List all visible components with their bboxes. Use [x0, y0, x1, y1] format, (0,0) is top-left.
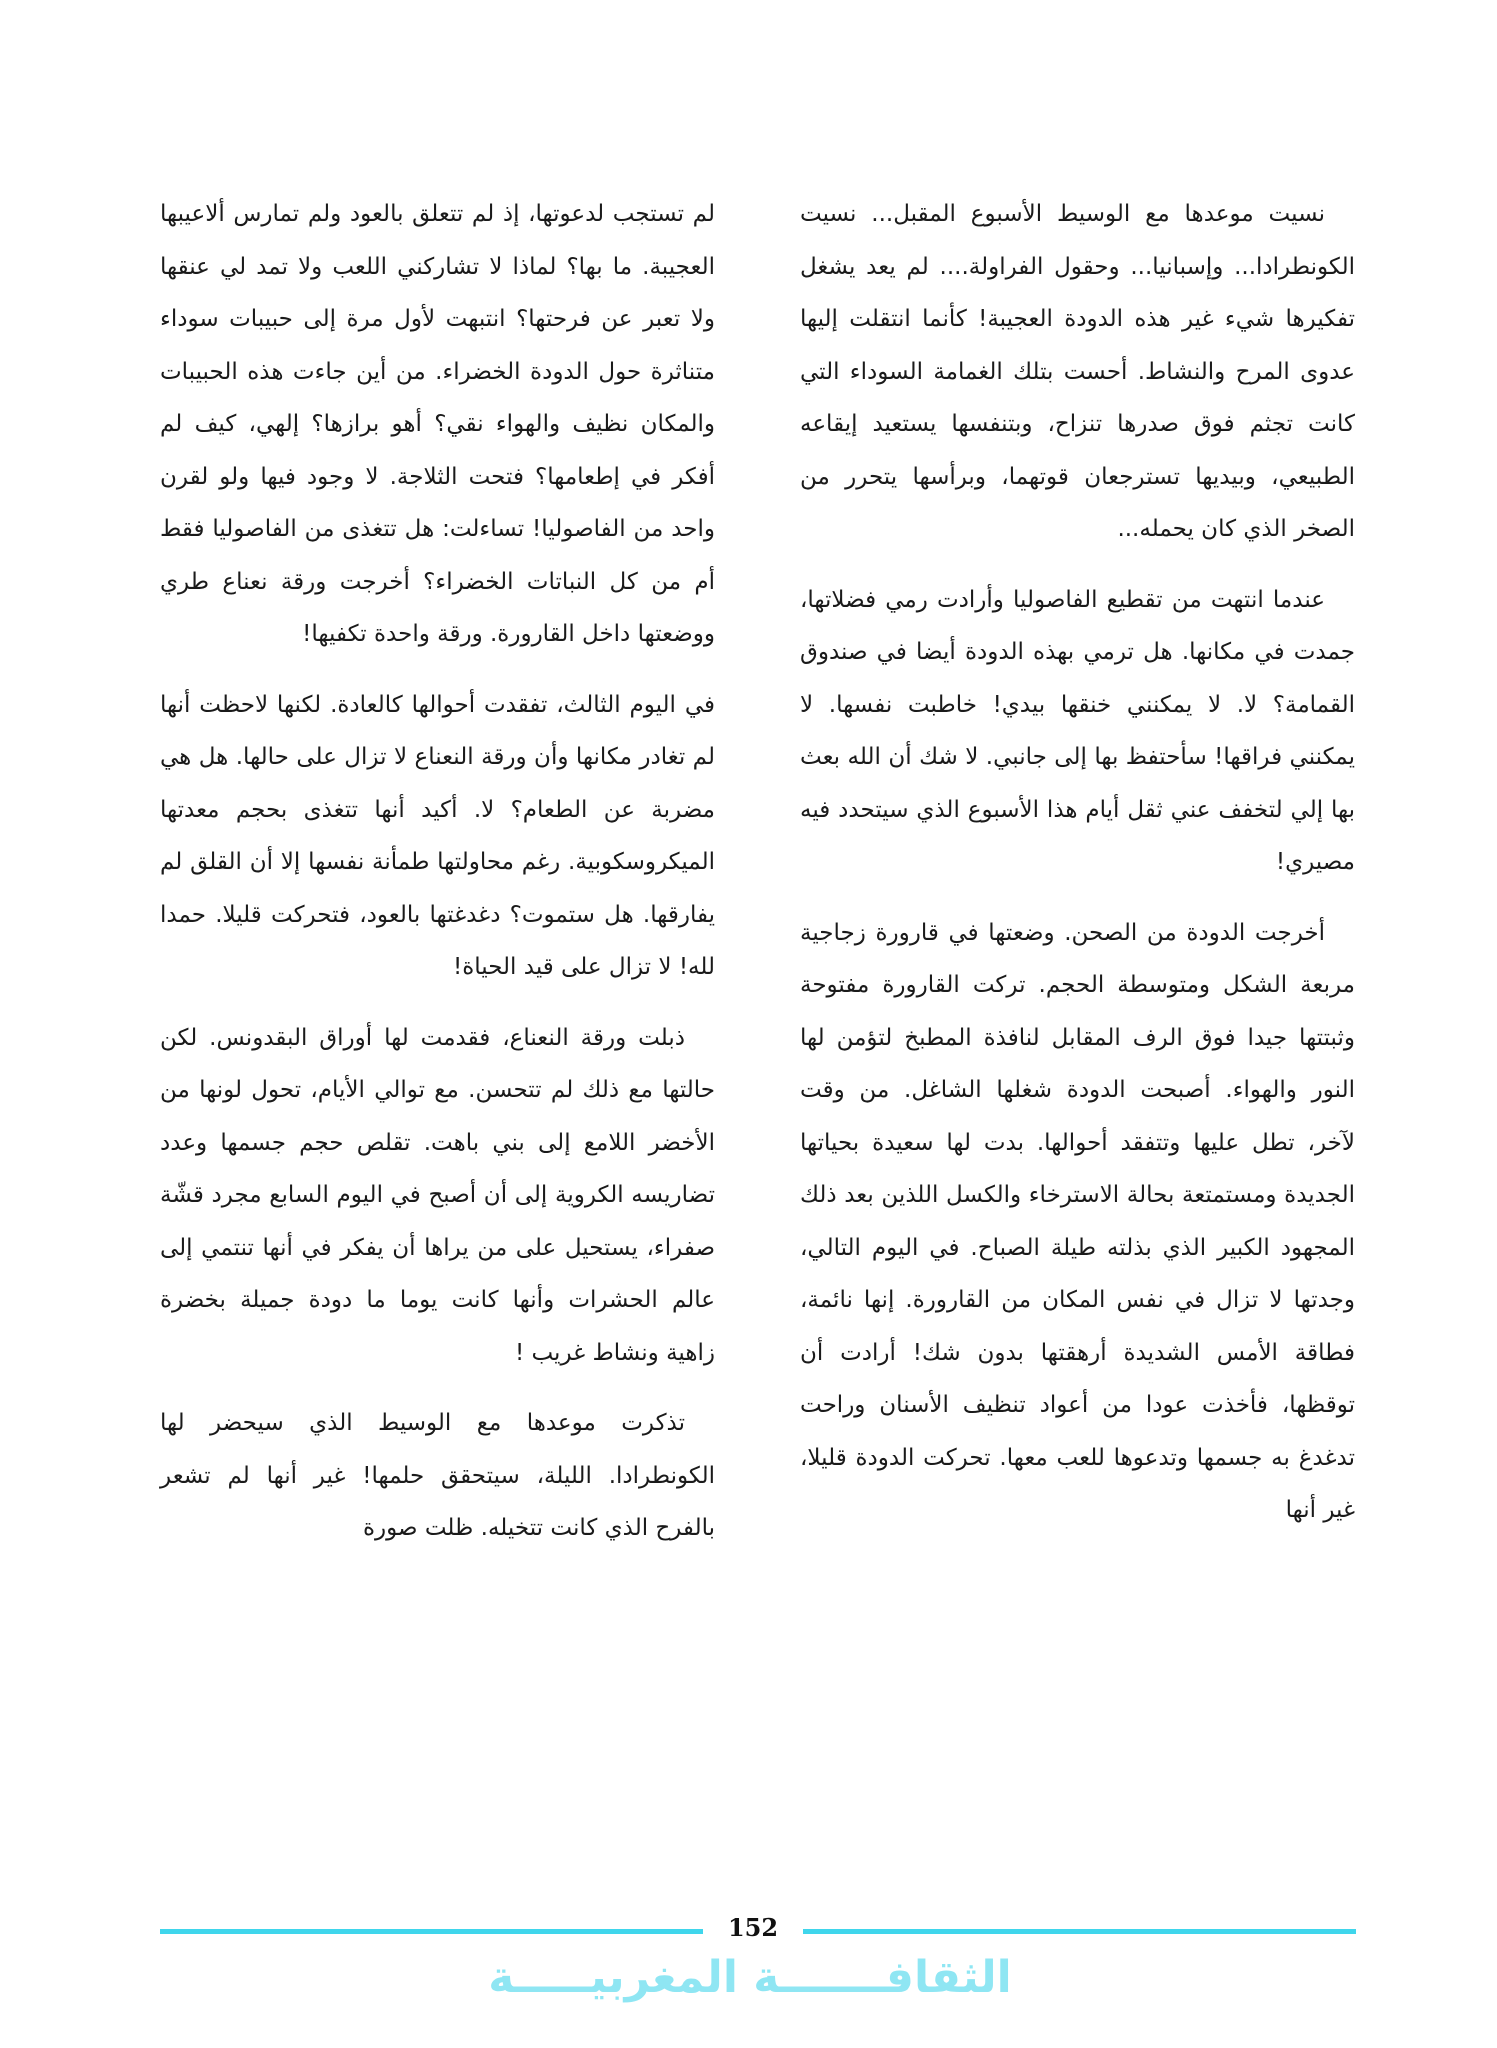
- page-number: 152: [727, 1913, 779, 1942]
- magazine-title: الثقافـــــــة المغربيـــــة: [488, 1952, 1012, 2003]
- paragraph: ذبلت ورقة النعناع، فقدمت لها أوراق البقدونس. لكن حالتها مع ذلك لم تتحسن. مع توالي الأيام، تحول لونها من الأخضر اللامع إلى بني باهت. تقلص حجم جسمها وعدد تضاريسه الكروية إلى أن أصبح في اليوم السابع مجرد قشّة صفراء، يستحيل على من يراها أن يفكر في أنها تنتمي إلى عالم الحشرات وأنها كانت يوما ما دودة جميلة بخضرة زاهية ونشاط غريب !: [160, 1024, 715, 1366]
- paragraph: تذكرت موعدها مع الوسيط الذي سيحضر لها الكونطرادا. الليلة، سيتحقق حلمها! غير أنها لم تشعر بالفرح الذي كانت تتخيله. ظلت صورة: [160, 1410, 715, 1541]
- paragraph: في اليوم الثالث، تفقدت أحوالها كالعادة. لكنها لاحظت أنها لم تغادر مكانها وأن ورقة النعناع لا تزال على حالها. هل هي مضربة عن الطعام؟ لا. أكيد أنها تتغذى بحجم معدتها الميكروسكوبية. رغم محاولتها طمأنة نفسها إلا أن القلق لم يفارقها. هل ستموت؟ دغدغتها بالعود، فتحركت قليلا. حمدا لله! لا تزال على قيد الحياة!: [160, 691, 715, 980]
- text-column-right: [800, 188, 1355, 1555]
- footer-rule-left: [160, 1929, 703, 1934]
- paragraph: لم تستجب لدعوتها، إذ لم تتعلق بالعود ولم تمارس ألاعيبها العجيبة. ما بها؟ لماذا لا تشاركني اللعب ولا تمد لي عنقها ولا تعبر عن فرحتها؟ انتبهت لأول مرة إلى حبيبات سوداء متناثرة حول الدودة الخضراء. من أين جاءت هذه الحبيبات والمكان نظيف والهواء نقي؟ أهو برازها؟ إلهي، كيف لم أفكر في إطعامها؟ فتحت الثلاجة. لا وجود فيها ولو لقرن واحد من الفاصوليا! تساءلت: هل تتغذى من الفاصوليا فقط أم من كل النباتات الخضراء؟ أخرجت ورقة نعناع طري ووضعتها داخل القارورة. ورقة واحدة تكفيها!: [160, 201, 715, 647]
- paragraph: أخرجت الدودة من الصحن. وضعتها في قارورة زجاجية مربعة الشكل ومتوسطة الحجم. تركت القارورة مفتوحة وثبتتها جيدا فوق الرف المقابل لنافذة المطبخ لتؤمن لها النور والهواء. أصبحت الدودة شغلها الشاغل. من وقت لآخر، تطل عليها وتتفقد أحوالها. بدت لها سعيدة بحياتها الجديدة ومستمتعة بحالة الاسترخاء والكسل اللذين بعد ذلك المجهود الكبير الذي بذلته طيلة الصباح. في اليوم التالي، وجدتها لا تزال في نفس المكان من القارورة. إنها نائمة، فطاقة الأمس الشديدة أرهقتها بدون شك! أرادت أن توقظها، فأخذت عودا من أعواد تنظيف الأسنان وراحت تدغدغ به جسمها وتدعوها للعب معها. تحركت الدودة قليلا، غير أنها: [800, 919, 1355, 1523]
- paragraph: عندما انتهت من تقطيع الفاصوليا وأرادت رمي فضلاتها، جمدت في مكانها. هل ترمي بهذه الدودة أيضا في صندوق القمامة؟ لا. لا يمكنني خنقها بيدي! خاطبت نفسها. لا يمكنني فراقها! سأحتفظ بها إلى جانبي. لا شك أن الله بعث بها إلي لتخفف عني ثقل أيام هذا الأسبوع الذي سيتحدد فيه مصيري!: [800, 586, 1355, 875]
- text-column-left: [160, 188, 715, 1573]
- footer-rule-right: [803, 1929, 1356, 1934]
- paragraph: نسيت موعدها مع الوسيط الأسبوع المقبل... نسيت الكونطرادا... وإسبانيا... وحقول الفراولة.... لم يعد يشغل تفكيرها شيء غير هذه الدودة العجيبة! كأنما انتقلت إليها عدوى المرح والنشاط. أحست بتلك الغمامة السوداء التي كانت تجثم فوق صدرها تنزاح، وبتنفسها يستعيد إيقاعه الطبيعي، وبيديها تسترجعان قوتهما، وبرأسها يتحرر من الصخر الذي كان يحمله...: [800, 201, 1355, 542]
